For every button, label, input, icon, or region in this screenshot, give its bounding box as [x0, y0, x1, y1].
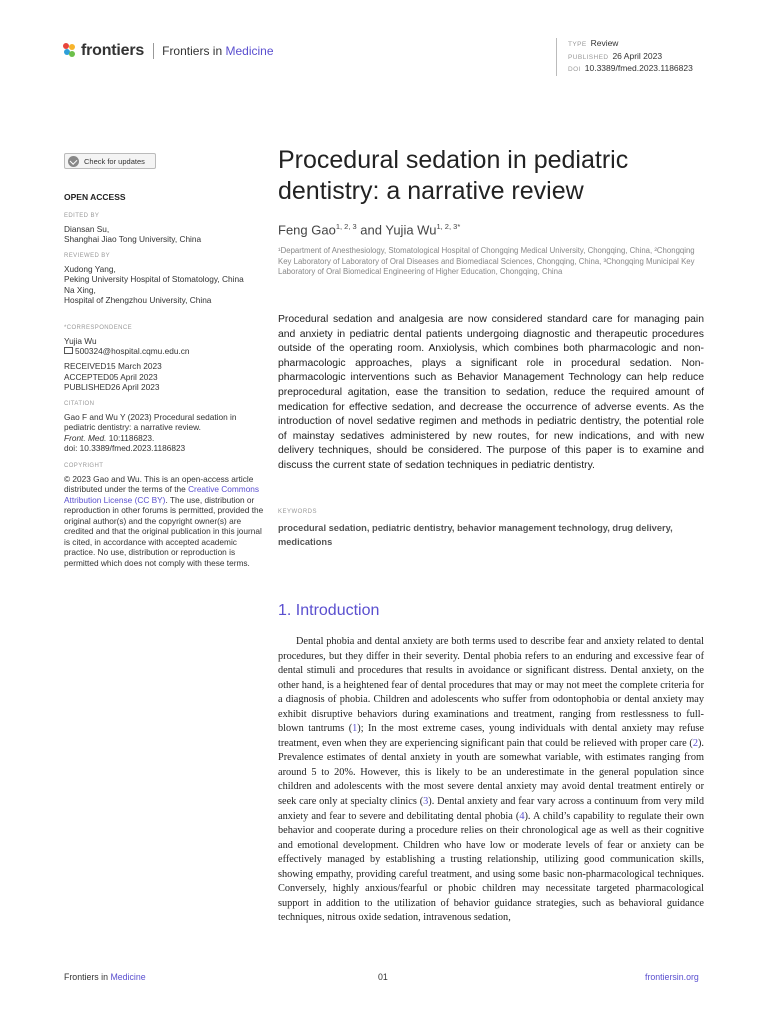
accepted-date: ACCEPTED05 April 2023 — [64, 371, 158, 382]
footer-journal: Frontiers in Medicine — [64, 972, 146, 982]
article-published: PUBLISHED 26 April 2023 — [568, 50, 663, 61]
check-icon — [68, 156, 79, 167]
author-list: Feng Gao$^{1, 2, 3}$ and Yujia $Wu^{1, 2, 3*}$ — [278, 222, 461, 238]
article-title: Procedural sedation in pediatric dentistry: a narrative review — [278, 146, 629, 205]
section-heading: 1. Introduction — [278, 602, 380, 619]
check-for-updates-label: Check for updates — [84, 156, 145, 166]
copyright-block: COPYRIGHT © 2023 Gao and Wu. This is an open-access article distributed under the terms of the Creative Commons Attribution License (CC BY). The use, distribution or reproduction in other forums is permitted, provided the original author(s) and the copyright owner(s) are credited and that the original publication in this journal is cited, in accordance with accepted academic practice. No use, distribution or reproduction is permitted which does not comply with these terms. — [64, 463, 264, 568]
article-type: TYPE Review — [568, 38, 619, 48]
keywords: procedural sedation, pediatric dentistry, behavior management technology, drug delivery, medications — [278, 523, 673, 547]
introduction-paragraph: Dental phobia and dental anxiety are both terms used to describe fear and anxiety related to dental procedures, but they differ in their severity. Dental phobia refers to an enduring and excessive fear of dental stimuli and procedures that results in avoidance or significant distress. Dental anxiety, on the other hand, is a heightened fear of dental procedures that may or may not meet the complete criteria for a diagnosis of phobia. Children and adolescents who suffer from odontophobia or dental anxiety may exhibit disruptive behaviors during examinations and treatment, ranging from restlessness to full-blown tantrums (1); In the most extreme cases, young individuals with dental anxiety may refuse treatment, even when they are experiencing significant pain that could be relieved with proper care (2). Prevalence estimates of dental anxiety in youth are somewhat variable, with estimates ranging from around 5 to 20%. However, this is likely to be an underestimate in the general population since children and adolescents with the most severe dental anxiety may avoid dental treatment entirely or seek care only at specialty clinics (3). Dental anxiety and fear vary across a continuum from very mild anxiety and fear to severe and debilitating dental phobia (4). A child’s capability to regulate their own behavior and cooperate during a procedure relies on their chronological age as well as their cognitive and emotional development. Children who have low or moderate levels of fear or anxiety can be effectively managed by establishing a trusting relationship, utilizing good communication skills, showing empathy, providing careful treatment, and using some basic non-pharmacological techniques. Conversely, highly anxious/fearful or phobic children may necessitate targeted pharmacological support in addition to the utilization of behavior guidance strategies, such as behavioral guidance techniques, nitrous oxide sedation, intravenous sedation, — [278, 636, 704, 924]
article-meta — [556, 38, 693, 76]
author-name[interactable]: Feng Gao — [278, 222, 336, 238]
correspondence-block: *CORRESPONDENCE Yujia Wu 500324@hospital.cqmu.edu.cn — [64, 323, 264, 357]
frontiers-logo[interactable] — [63, 42, 274, 60]
affiliations: ¹Department of Anesthesiology, Stomatological Hospital of Chongqing Medical University, Chongqing, China, ²Chongqing Key Laboratory of Laboratory of Oral Diseases and Biomediacal Sciences, Chongqing, China, ³Chongqing Municipal Key Laboratory of Oral Biomedical Engineering of Higher Education, Chongqing, China — [278, 246, 695, 276]
keywords-label: KEYWORDS — [278, 509, 318, 515]
published-date: PUBLISHED26 April 2023 — [64, 382, 160, 392]
received-date: RECEIVED15 March 2023 — [64, 361, 162, 371]
reference-link[interactable]: 2 — [692, 737, 698, 749]
brand-name: frontiers — [81, 42, 145, 59]
check-for-updates-button[interactable] — [64, 153, 156, 169]
reference-link[interactable]: 1 — [352, 723, 358, 735]
frontiers-logo-icon — [63, 43, 77, 59]
open-access-label: OPEN ACCESS — [64, 192, 126, 202]
divider — [153, 43, 154, 59]
correspondence-email[interactable]: 500324@hospital.cqmu.edu.cn — [64, 346, 264, 357]
reference-link[interactable]: 3 — [423, 796, 429, 808]
article-doi: DOI 10.3389/fmed.2023.1186823 — [568, 63, 693, 73]
edited-by-block: EDITED BY Diansan Su, Shanghai Jiao Tong University, China — [64, 213, 202, 244]
dates-block — [64, 361, 264, 393]
journal-title: Frontiers in Medicine — [162, 44, 274, 58]
reviewed-by-block: REVIEWED BY Xudong Yang, Peking University Hospital of Stomatology, China Na Xing, Hospital of Zhengzhou University, China — [64, 253, 244, 305]
author-name[interactable]: Yujia Wu — [385, 222, 437, 238]
abstract: Procedural sedation and analgesia are now considered standard care for managing pain and anxiety in pediatric dental patients undergoing diagnostic and therapeutic procedures outside of the operating room. Anxiolysis, which combines both pharmacologic and non-pharmacologic approaches, plays a significant role in procedural sedation. Non-pharmacologic interventions such as Behavior Management Technology can help reduce preprocedural agitation, ease the transition to sedation, reduce the required amount of medication for effective sedation, and decrease the occurrence of adverse events. As the introduction of novel sedative regimen and methods in pediatric dentistry, the potential role of mainstay sedatives administered by new routes, for new indications, and with new delivery techniques, should be considered. The purpose of this paper is to examine and discuss the current state of sedation techniques in pediatric dentistry. — [278, 314, 704, 471]
reference-link[interactable]: 4 — [519, 810, 525, 822]
cc-by-license-link[interactable]: Creative Commons Attribution License (CC BY) — [64, 484, 260, 505]
citation-block: CITATION Gao F and Wu Y (2023) Procedural sedation in pediatric dentistry: a narrative review. Front. Med. 10:1186823. doi: 10.3389/fmed.2023.1186823 — [64, 401, 237, 453]
page-number: 01 — [378, 972, 388, 982]
mail-icon — [64, 347, 73, 354]
footer-site-link[interactable]: frontiersin.org — [645, 972, 699, 982]
